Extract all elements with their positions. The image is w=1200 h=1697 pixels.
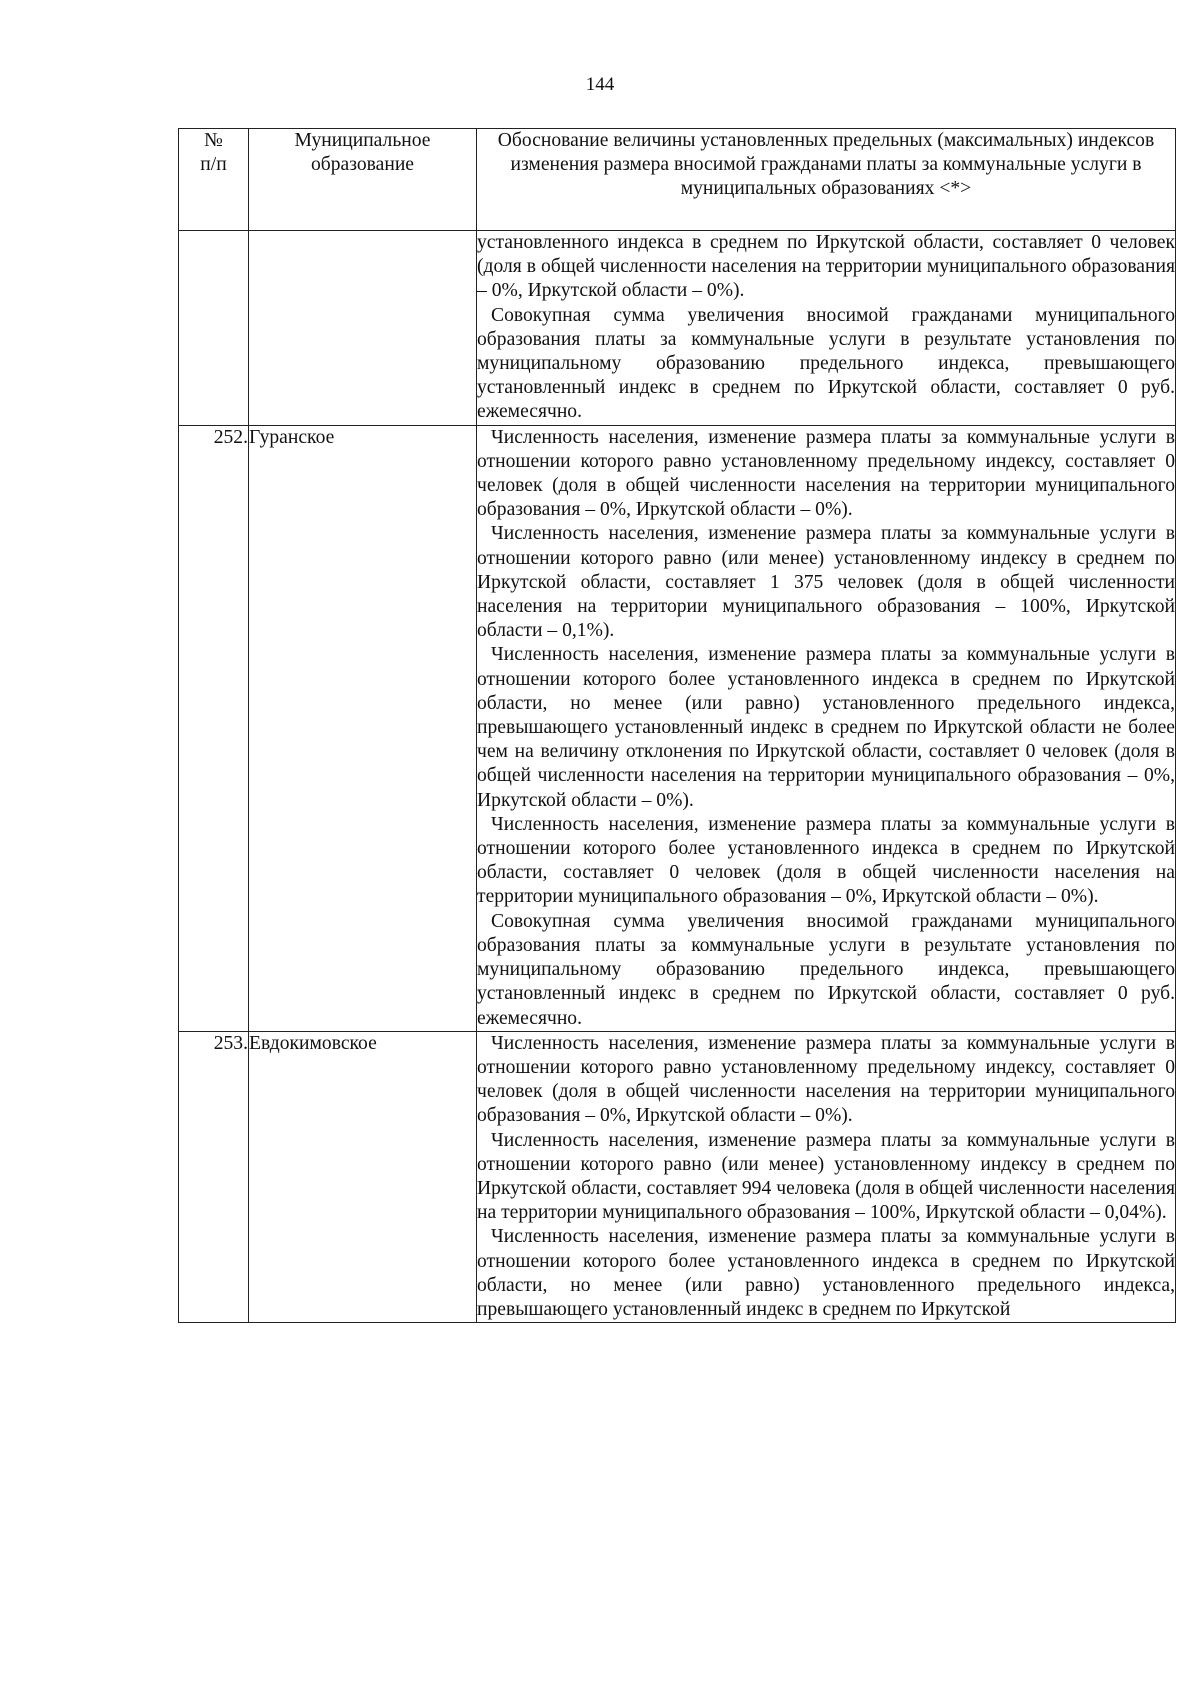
municipal-index-table — [178, 128, 1176, 1323]
justification-paragraph: Численность населения, изменение размера платы за коммунальные услуги в отношении которого более установленного индекса в среднем по Иркутской области, но менее (или равно) установленного предельного индекса, превышающего установленный индекс в среднем по Иркутской — [477, 1226, 1175, 1320]
justification-paragraph: Численность населения, изменение размера платы за коммунальные услуги в отношении которого равно (или менее) установленному индексу в среднем по Иркутской области, составляет 994 человека (доля в общей численности населения на территории муниципального образования – 100%, Иркутской области – 0,04%). — [477, 1129, 1175, 1224]
header-municipality — [249, 129, 477, 231]
row-justification — [477, 1031, 1176, 1322]
header-municipality-label: Муниципальное образование — [294, 130, 431, 176]
justification-paragraph: установленного индекса в среднем по Иркутской области, составляет 0 человек (доля в общей численности населения на территории муниципального образования – 0%, Иркутской области – 0%). — [477, 232, 1175, 302]
justification-paragraph: Численность населения, изменение размера платы за коммунальные услуги в отношении которого равно установленному предельному индексу, составляет 0 человек (доля в общей численности населения на территории муниципального образования – 0%, Иркутской области – 0%). — [477, 426, 1175, 521]
header-number — [179, 129, 249, 231]
justification-paragraph: Совокупная сумма увеличения вносимой гражданами муниципального образования платы за коммунальные услуги в результате установления по муниципальному образованию предельного индекса, превышающего установленный индекс в среднем по Иркутской области, составляет 0 руб. ежемесячно. — [477, 910, 1175, 1029]
row-municipality: Евдокимовское — [249, 1031, 477, 1322]
justification-paragraph: Численность населения, изменение размера платы за коммунальные услуги в отношении которого более установленного индекса в среднем по Иркутской области, но менее (или равно) установленного предельного индекса, превышающего установленный индекс в среднем по Иркутской области не более чем на величину отклонения по Иркутской области, составляет 0 человек (доля в общей численности населения на территории муниципального образования – 0%, Иркутской области – 0%). — [477, 644, 1175, 811]
table-header-row — [179, 129, 1176, 231]
row-number: 252. — [179, 425, 249, 1031]
header-number-label: № п/п — [200, 130, 227, 176]
row-justification — [477, 425, 1176, 1031]
row-number: 253. — [179, 1031, 249, 1322]
row-municipality — [249, 231, 477, 426]
justification-paragraph: Численность населения, изменение размера платы за коммунальные услуги в отношении которого более установленного индекса в среднем по Иркутской области, составляет 0 человек (доля в общей численности населения на территории муниципального образования – 0%, Иркутской области – 0%). — [477, 813, 1175, 908]
justification-paragraph: Численность населения, изменение размера платы за коммунальные услуги в отношении которого равно (или менее) установленному индексу в среднем по Иркутской области, составляет 1 375 человек (доля в общей численности населения на территории муниципального образования – 100%, Иркутской области – 0,1%). — [477, 523, 1175, 642]
justification-paragraph: Численность населения, изменение размера платы за коммунальные услуги в отношении которого равно установленному предельному индексу, составляет 0 человек (доля в общей численности населения на территории муниципального образования – 0%, Иркутской области – 0%). — [477, 1032, 1175, 1127]
row-number — [179, 231, 249, 426]
header-justification-label: Обоснование величины установленных предельных (максимальных) индексов изменения размера вносимой гражданами платы за коммунальные услуги в муниципальных образованиях <*> — [497, 130, 1155, 200]
row-municipality: Гуранское — [249, 425, 477, 1031]
page-number: 144 — [585, 74, 615, 95]
table-row — [179, 231, 1176, 426]
row-justification — [477, 231, 1176, 426]
table-row — [179, 425, 1176, 1031]
table-row — [179, 1031, 1176, 1322]
justification-paragraph: Совокупная сумма увеличения вносимой гражданами муниципального образования платы за коммунальные услуги в результате установления по муниципальному образованию предельного индекса, превышающего установленный индекс в среднем по Иркутской области, составляет 0 руб. ежемесячно. — [477, 304, 1175, 423]
header-justification — [477, 129, 1176, 231]
